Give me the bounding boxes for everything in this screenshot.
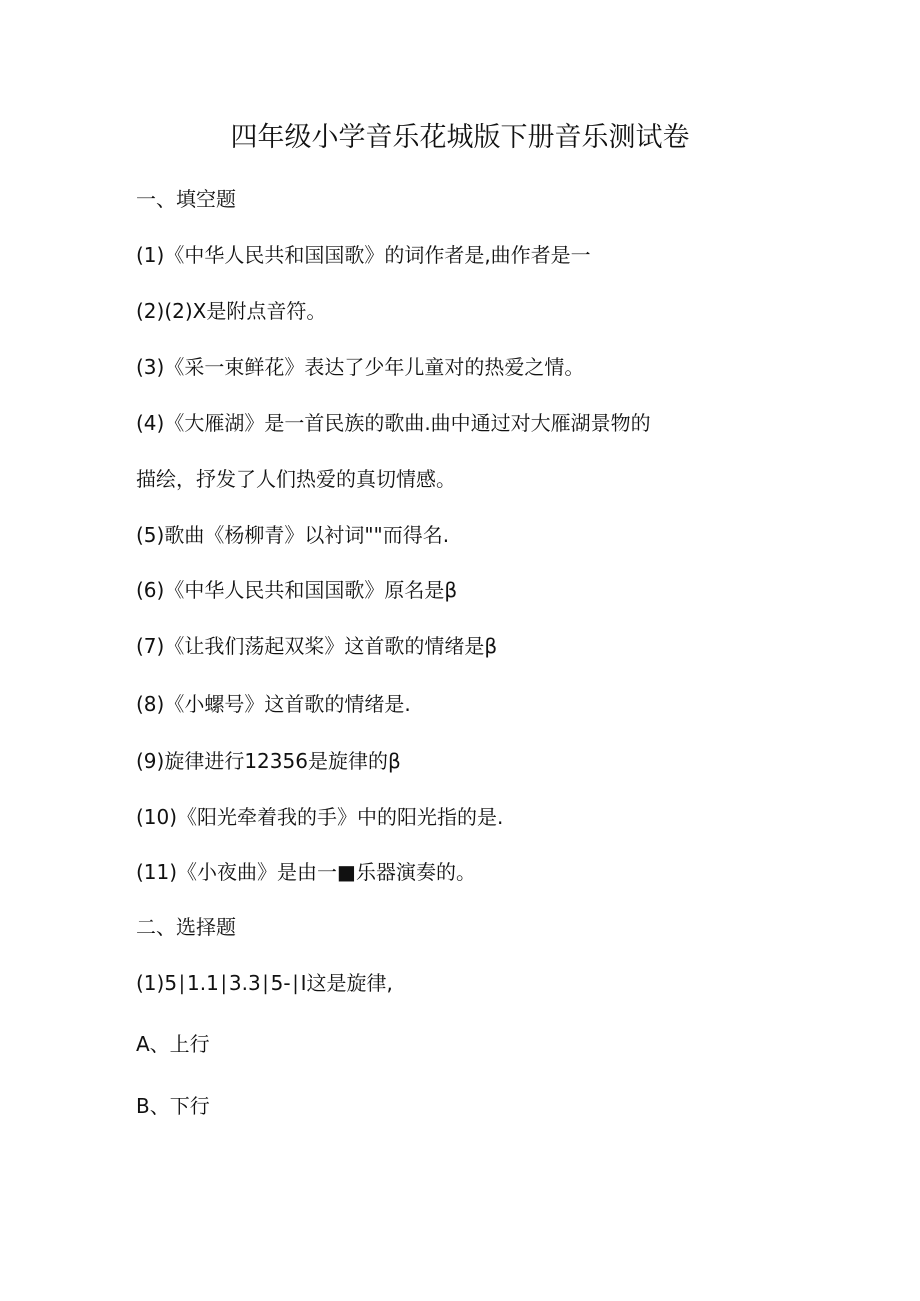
choice-option-b: B、下行: [136, 1094, 210, 1118]
question-item: (2)(2)X是附点音符。: [136, 299, 327, 323]
document-title: 四年级小学音乐花城版下册音乐测试卷: [230, 122, 690, 153]
question-item: (8)《小螺号》这首歌的情绪是.: [136, 692, 411, 716]
section-heading-choice: 二、选择题: [136, 915, 236, 939]
question-item: (9)旋律进行12356是旋律的β: [136, 749, 401, 773]
question-item: (6)《中华人民共和国国歌》原名是β: [136, 578, 458, 602]
question-item: (4)《大雁湖》是一首民族的歌曲.曲中通过对大雁湖景物的: [136, 411, 651, 435]
question-item: (1)《中华人民共和国国歌》的词作者是,曲作者是一: [136, 243, 591, 267]
question-item: (10)《阳光牵着我的手》中的阳光指的是.: [136, 805, 504, 829]
section-heading-fill-in: 一、填空题: [136, 187, 236, 211]
question-item-continuation: 描绘，抒发了人们热爱的真切情感。: [136, 467, 456, 491]
question-item: (3)《采一束鲜花》表达了少年儿童对的热爱之情。: [136, 355, 585, 379]
question-item: (5)歌曲《杨柳青》以衬词""而得名.: [136, 523, 450, 547]
question-item: (7)《让我们荡起双桨》这首歌的情绪是β: [136, 634, 498, 658]
question-item: (1)5∣1.1∣3.3∣5-∣I这是旋律,: [136, 971, 393, 995]
choice-option-a: A、上行: [136, 1032, 210, 1056]
question-item: (11)《小夜曲》是由一■乐器演奏的。: [136, 860, 476, 884]
